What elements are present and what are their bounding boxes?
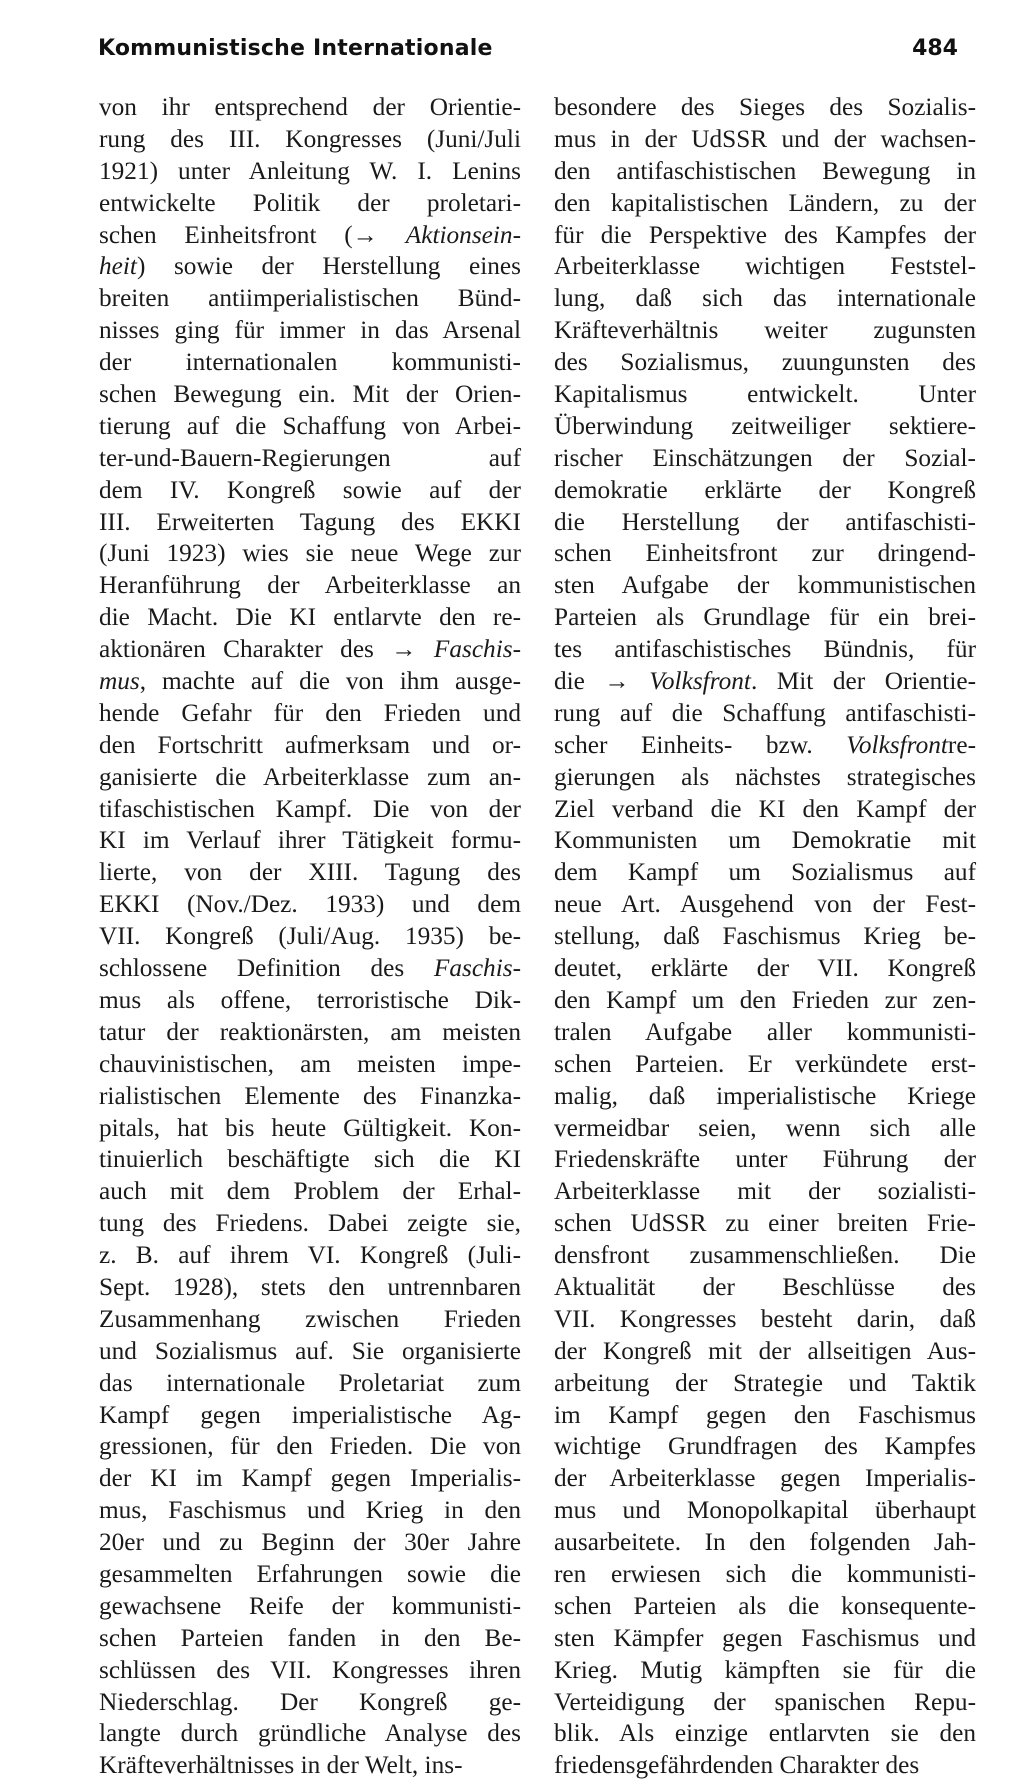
text-line: Arbeiterklasse mit der sozialisti- xyxy=(554,1177,976,1206)
text-line: den kapitalistischen Ländern, zu der xyxy=(554,188,976,217)
text-line: den antifaschistischen Bewegung in xyxy=(554,156,976,185)
text-line: Friedenskräfte unter Führung der xyxy=(554,1145,976,1174)
text-line: von ihr entsprechend der Orientie- xyxy=(99,93,521,121)
text-line: mus als offene, terroristische Dik- xyxy=(99,985,521,1014)
text-line: des Sozialismus, zuungunsten des xyxy=(554,348,976,377)
text-line: Kampf gegen imperialistische Ag- xyxy=(99,1400,521,1429)
text-line: Parteien als Grundlage für ein brei- xyxy=(554,603,976,632)
text-line: 20er und zu Beginn der 30er Jahre xyxy=(99,1528,521,1557)
text-line: aktionären Charakter des → Faschis- xyxy=(99,635,521,664)
text-line: pitals, hat bis heute Gültigkeit. Kon- xyxy=(99,1113,521,1142)
text-line: Überwindung zeitweiliger sektiere- xyxy=(554,411,976,440)
text-line: blik. Als einzige entlarvten sie den xyxy=(554,1719,976,1748)
text-line: für die Perspektive des Kampfes der xyxy=(554,220,976,249)
text-line: schlossene Definition des Faschis- xyxy=(99,954,521,983)
text-line: besondere des Sieges des Sozialis- xyxy=(554,93,976,121)
text-line: Aktualität der Beschlüsse des xyxy=(554,1272,976,1301)
text-line: langte durch gründliche Analyse des xyxy=(99,1719,521,1748)
text-line: rialistischen Elemente des Finanzka- xyxy=(99,1081,521,1110)
text-line: Heranführung der Arbeiterklasse an xyxy=(99,571,521,600)
text-line: mus, machte auf die von ihm ausge- xyxy=(99,667,521,696)
running-title: Kommunistische Internationale xyxy=(98,36,493,61)
text-line: tinuierlich beschäftigte sich die KI xyxy=(99,1145,521,1174)
text-line: wichtige Grundfragen des Kampfes xyxy=(554,1432,976,1461)
text-line: Ziel verband die KI den Kampf der xyxy=(554,794,976,823)
text-line: lung, daß sich das internationale xyxy=(554,284,976,313)
text-line: VII. Kongreß (Juli/Aug. 1935) be- xyxy=(99,922,521,951)
text-line: Verteidigung der spanischen Repu- xyxy=(554,1687,976,1716)
text-line: ganisierte die Arbeiterklasse zum an- xyxy=(99,762,521,791)
text-line: Sept. 1928), stets den untrennbaren xyxy=(99,1272,521,1301)
text-line: rung auf die Schaffung antifaschisti- xyxy=(554,698,976,727)
text-line: ausarbeitete. In den folgenden Jah- xyxy=(554,1528,976,1557)
page-number: 484 xyxy=(912,36,958,61)
text-line: VII. Kongresses besteht darin, daß xyxy=(554,1304,976,1333)
text-line: das internationale Proletariat zum xyxy=(99,1368,521,1397)
text-line: Zusammenhang zwischen Frieden xyxy=(99,1304,521,1333)
text-line: rung des III. Kongresses (Juni/Juli xyxy=(99,124,521,153)
text-line: gesammelten Erfahrungen sowie die xyxy=(99,1559,521,1588)
text-line: den Fortschritt aufmerksam und or- xyxy=(99,730,521,759)
text-line: den Kampf um den Frieden zur zen- xyxy=(554,985,976,1014)
text-line: schen Parteien. Er verkündete erst- xyxy=(554,1049,976,1078)
text-line: im Kampf gegen den Faschismus xyxy=(554,1400,976,1429)
text-line: dem Kampf um Sozialismus auf xyxy=(554,858,976,887)
text-line: arbeitung der Strategie und Taktik xyxy=(554,1368,976,1397)
text-line: vermeidbar seien, wenn sich alle xyxy=(554,1113,976,1142)
text-line: KI im Verlauf ihrer Tätigkeit formu- xyxy=(99,826,521,855)
text-line: Kapitalismus entwickelt. Unter xyxy=(554,380,976,409)
text-line: schen Bewegung ein. Mit der Orien- xyxy=(99,380,521,409)
text-line: rischer Einschätzungen der Sozial- xyxy=(554,443,976,472)
text-line: die Macht. Die KI entlarvte den re- xyxy=(99,603,521,632)
text-line: nisses ging für immer in das Arsenal xyxy=(99,316,521,345)
text-line: sten Kämpfer gegen Faschismus und xyxy=(554,1623,976,1652)
text-line: gierungen als nächstes strategisches xyxy=(554,762,976,791)
text-line: schen Parteien als die konsequente- xyxy=(554,1591,976,1620)
text-line: (Juni 1923) wies sie neue Wege zur xyxy=(99,539,521,568)
text-line: friedensgefährdenden Charakter des xyxy=(554,1751,920,1780)
text-line: auch mit dem Problem der Erhal- xyxy=(99,1177,521,1206)
right-text-column xyxy=(554,92,976,1782)
text-line: EKKI (Nov./Dez. 1933) und dem xyxy=(99,890,521,919)
text-line: entwickelte Politik der proletari- xyxy=(99,188,521,217)
text-line: Krieg. Mutig kämpften sie für die xyxy=(554,1655,976,1684)
text-line: tatur der reaktionärsten, am meisten xyxy=(99,1017,521,1046)
text-line: mus und Monopolkapital überhaupt xyxy=(554,1496,976,1525)
text-line: Kräfteverhältnis weiter zugunsten xyxy=(554,316,976,345)
text-line: der Kongreß mit der allseitigen Aus- xyxy=(554,1336,976,1365)
text-line: der KI im Kampf gegen Imperialis- xyxy=(99,1464,521,1493)
text-line: III. Erweiterten Tagung des EKKI xyxy=(99,507,521,536)
text-line: schen UdSSR zu einer breiten Frie- xyxy=(554,1209,976,1238)
text-line: hende Gefahr für den Frieden und xyxy=(99,698,521,727)
text-line: scher Einheits- bzw. Volksfrontre- xyxy=(554,730,976,759)
text-line: tralen Aufgabe aller kommunisti- xyxy=(554,1017,976,1046)
left-text-column xyxy=(99,92,521,1782)
text-line: malig, daß imperialistische Kriege xyxy=(554,1081,976,1110)
text-line: Kommunisten um Demokratie mit xyxy=(554,826,976,855)
text-line: Kräfteverhältnisses in der Welt, ins- xyxy=(99,1751,463,1780)
text-line: tung des Friedens. Dabei zeigte sie, xyxy=(99,1209,521,1238)
text-line: die Herstellung der antifaschisti- xyxy=(554,507,976,536)
text-line: der internationalen kommunisti- xyxy=(99,348,521,377)
text-line: gressionen, für den Frieden. Die von xyxy=(99,1432,521,1461)
text-line: schen Einheitsfront (→ Aktionsein- xyxy=(99,220,521,249)
text-line: heit) sowie der Herstellung eines xyxy=(99,252,521,281)
text-line: ren erwiesen sich die kommunisti- xyxy=(554,1559,976,1588)
text-line: demokratie erklärte der Kongreß xyxy=(554,475,976,504)
text-line: der Arbeiterklasse gegen Imperialis- xyxy=(554,1464,976,1493)
text-line: tes antifaschistisches Bündnis, für xyxy=(554,635,976,664)
text-line: deutet, erklärte der VII. Kongreß xyxy=(554,954,976,983)
text-line: lierte, von der XIII. Tagung des xyxy=(99,858,521,887)
text-line: dem IV. Kongreß sowie auf der xyxy=(99,475,521,504)
text-line: die → Volksfront. Mit der Orientie- xyxy=(554,667,976,696)
text-line: neue Art. Ausgehend von der Fest- xyxy=(554,890,976,919)
text-line: breiten antiimperialistischen Bünd- xyxy=(99,284,521,313)
text-line: schen Einheitsfront zur dringend- xyxy=(554,539,976,568)
text-line: Arbeiterklasse wichtigen Feststel- xyxy=(554,252,976,281)
text-line: ter-und-Bauern-Regierungen auf xyxy=(99,443,521,472)
text-line: mus, Faschismus und Krieg in den xyxy=(99,1496,521,1525)
text-line: Niederschlag. Der Kongreß ge- xyxy=(99,1687,521,1716)
text-line: tifaschistischen Kampf. Die von der xyxy=(99,794,521,823)
text-line: z. B. auf ihrem VI. Kongreß (Juli- xyxy=(99,1241,521,1270)
text-line: densfront zusammenschließen. Die xyxy=(554,1241,976,1270)
text-line: und Sozialismus auf. Sie organisierte xyxy=(99,1336,521,1365)
text-line: 1921) unter Anleitung W. I. Lenins xyxy=(99,156,521,185)
text-line: chauvinistischen, am meisten impe- xyxy=(99,1049,521,1078)
text-line: sten Aufgabe der kommunistischen xyxy=(554,571,976,600)
text-line: stellung, daß Faschismus Krieg be- xyxy=(554,922,976,951)
text-line: tierung auf die Schaffung von Arbei- xyxy=(99,411,521,440)
text-line: schen Parteien fanden in den Be- xyxy=(99,1623,521,1652)
text-line: gewachsene Reife der kommunisti- xyxy=(99,1591,521,1620)
text-line: mus in der UdSSR und der wachsen- xyxy=(554,124,976,153)
text-line: schlüssen des VII. Kongresses ihren xyxy=(99,1655,521,1684)
